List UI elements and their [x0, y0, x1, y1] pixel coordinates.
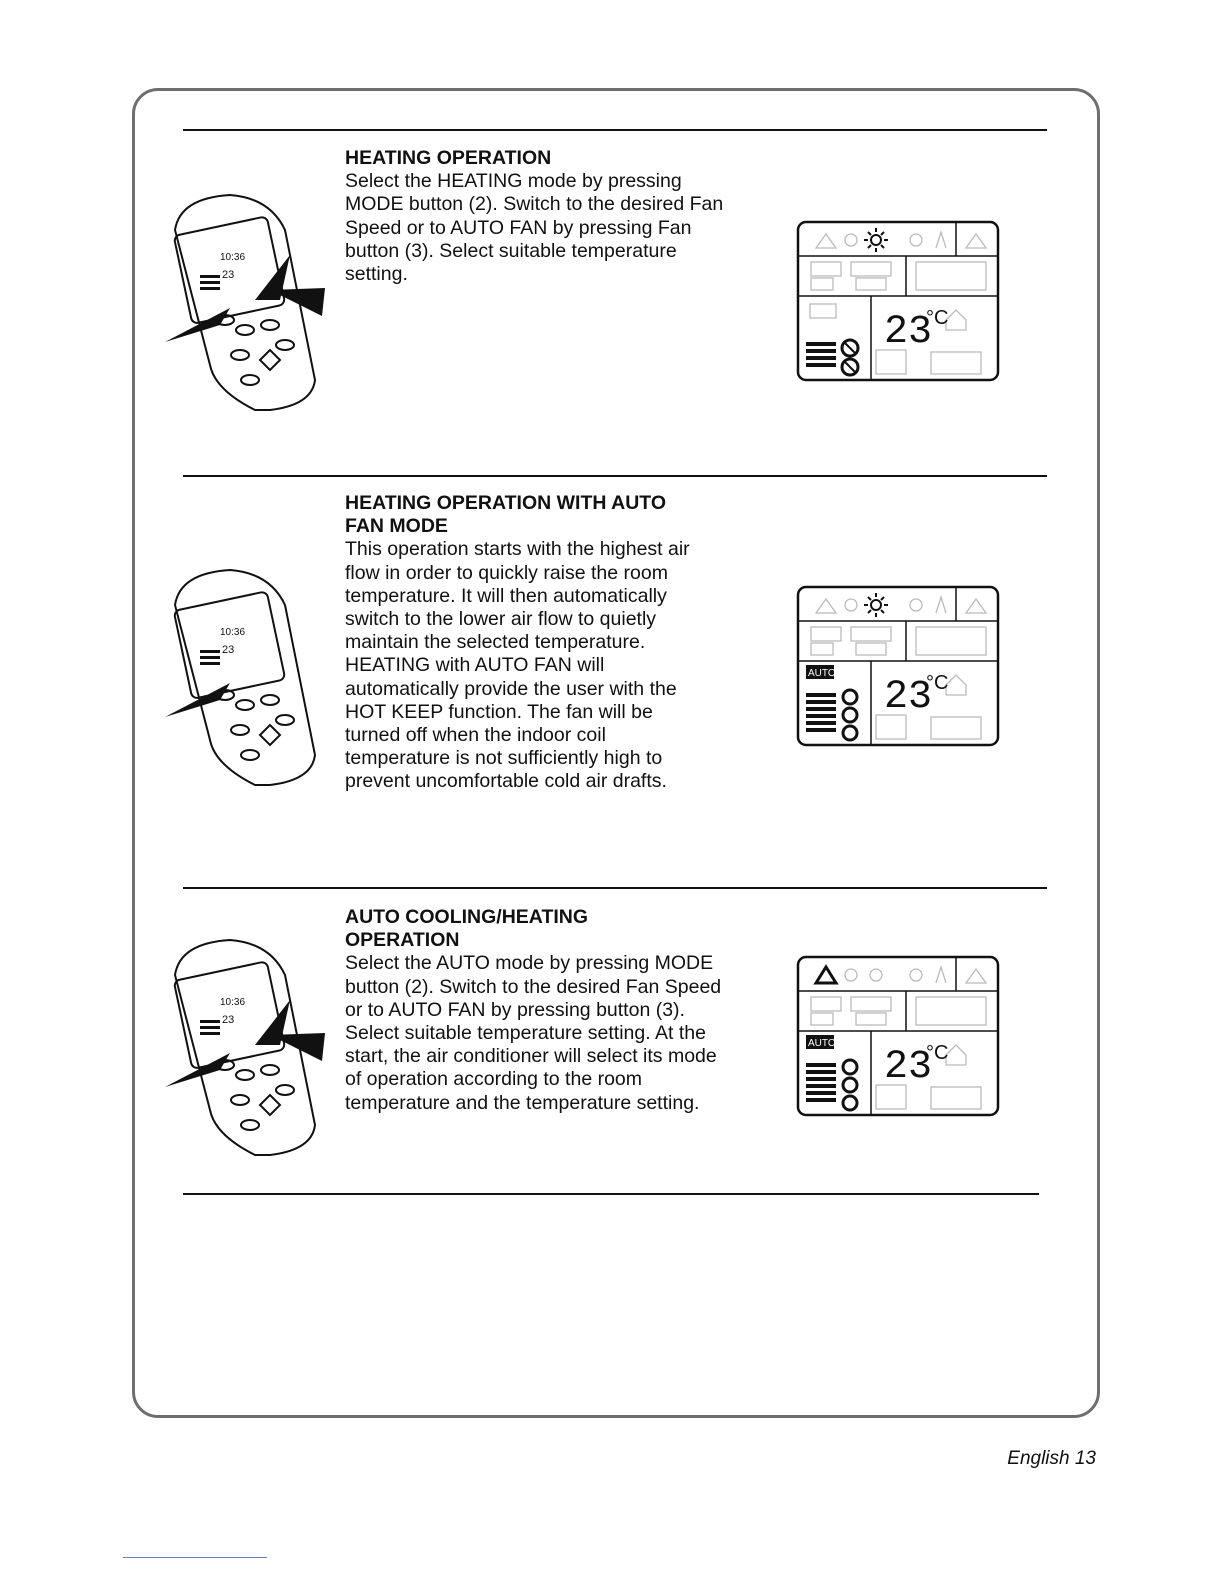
display-unit: °C: [926, 1042, 949, 1064]
svg-text:10:36: 10:36: [220, 997, 246, 1008]
remote-control-illustration: [160, 190, 330, 420]
lcd-display-illustration: [796, 220, 1002, 384]
svg-text:23: 23: [222, 644, 235, 656]
lcd-display-illustration: [796, 585, 1002, 749]
section-divider: [183, 887, 1047, 889]
svg-text:10:36: 10:36: [220, 252, 246, 263]
display-unit: °C: [926, 307, 949, 329]
display-fan-label: AUTO: [808, 668, 836, 679]
page-number: English 13: [1007, 1448, 1096, 1469]
section-text: [345, 147, 725, 286]
remote-control-illustration: [160, 565, 330, 795]
lcd-display-illustration: [796, 955, 1002, 1119]
display-temperature: 23: [884, 310, 933, 355]
section-divider: [183, 475, 1047, 477]
svg-text:10:36: 10:36: [220, 627, 246, 638]
svg-text:23: 23: [222, 1014, 235, 1026]
section-heading: HEATING OPERATION WITH AUTO FAN MODE: [345, 492, 667, 538]
section-divider: [183, 129, 1047, 131]
svg-text:23: 23: [222, 269, 235, 281]
section-divider: [183, 1193, 1039, 1195]
section-heading: HEATING OPERATION: [345, 147, 552, 169]
section-text: [345, 906, 725, 1115]
display-temperature: 23: [884, 675, 933, 720]
section-text: [345, 492, 725, 794]
footer-line: [123, 1557, 267, 1558]
display-unit: °C: [926, 672, 949, 694]
section-body: Select the AUTO mode by pressing MODE button (2). Switch to the desired Fan Speed or to AUTO FAN by pressing button (3). Select suitable temperature setting. At the start, the air conditioner will select its mode of operation according to the room temperature and the temperature setting.: [345, 952, 722, 1114]
section-body: Select the HEATING mode by pressing MODE button (2). Switch to the desired Fan Speed or to AUTO FAN by pressing Fan button (3). Select suitable temperature setting.: [345, 170, 724, 286]
display-temperature: 23: [884, 1045, 933, 1090]
section-body: This operation starts with the highest air flow in order to quickly raise the room temperature. It will then automatically switch to the lower air flow to quietly maintain the selected temperature. HEATING with AUTO FAN will automatically provide the user with the HOT KEEP function. The fan will be turned off when the indoor coil temperature is not sufficiently high to prevent uncomfortable cold air drafts.: [345, 538, 690, 793]
remote-control-illustration: [160, 935, 330, 1165]
display-fan-label: AUTO: [808, 1038, 836, 1049]
section-heading: AUTO COOLING/HEATING OPERATION: [345, 906, 589, 952]
